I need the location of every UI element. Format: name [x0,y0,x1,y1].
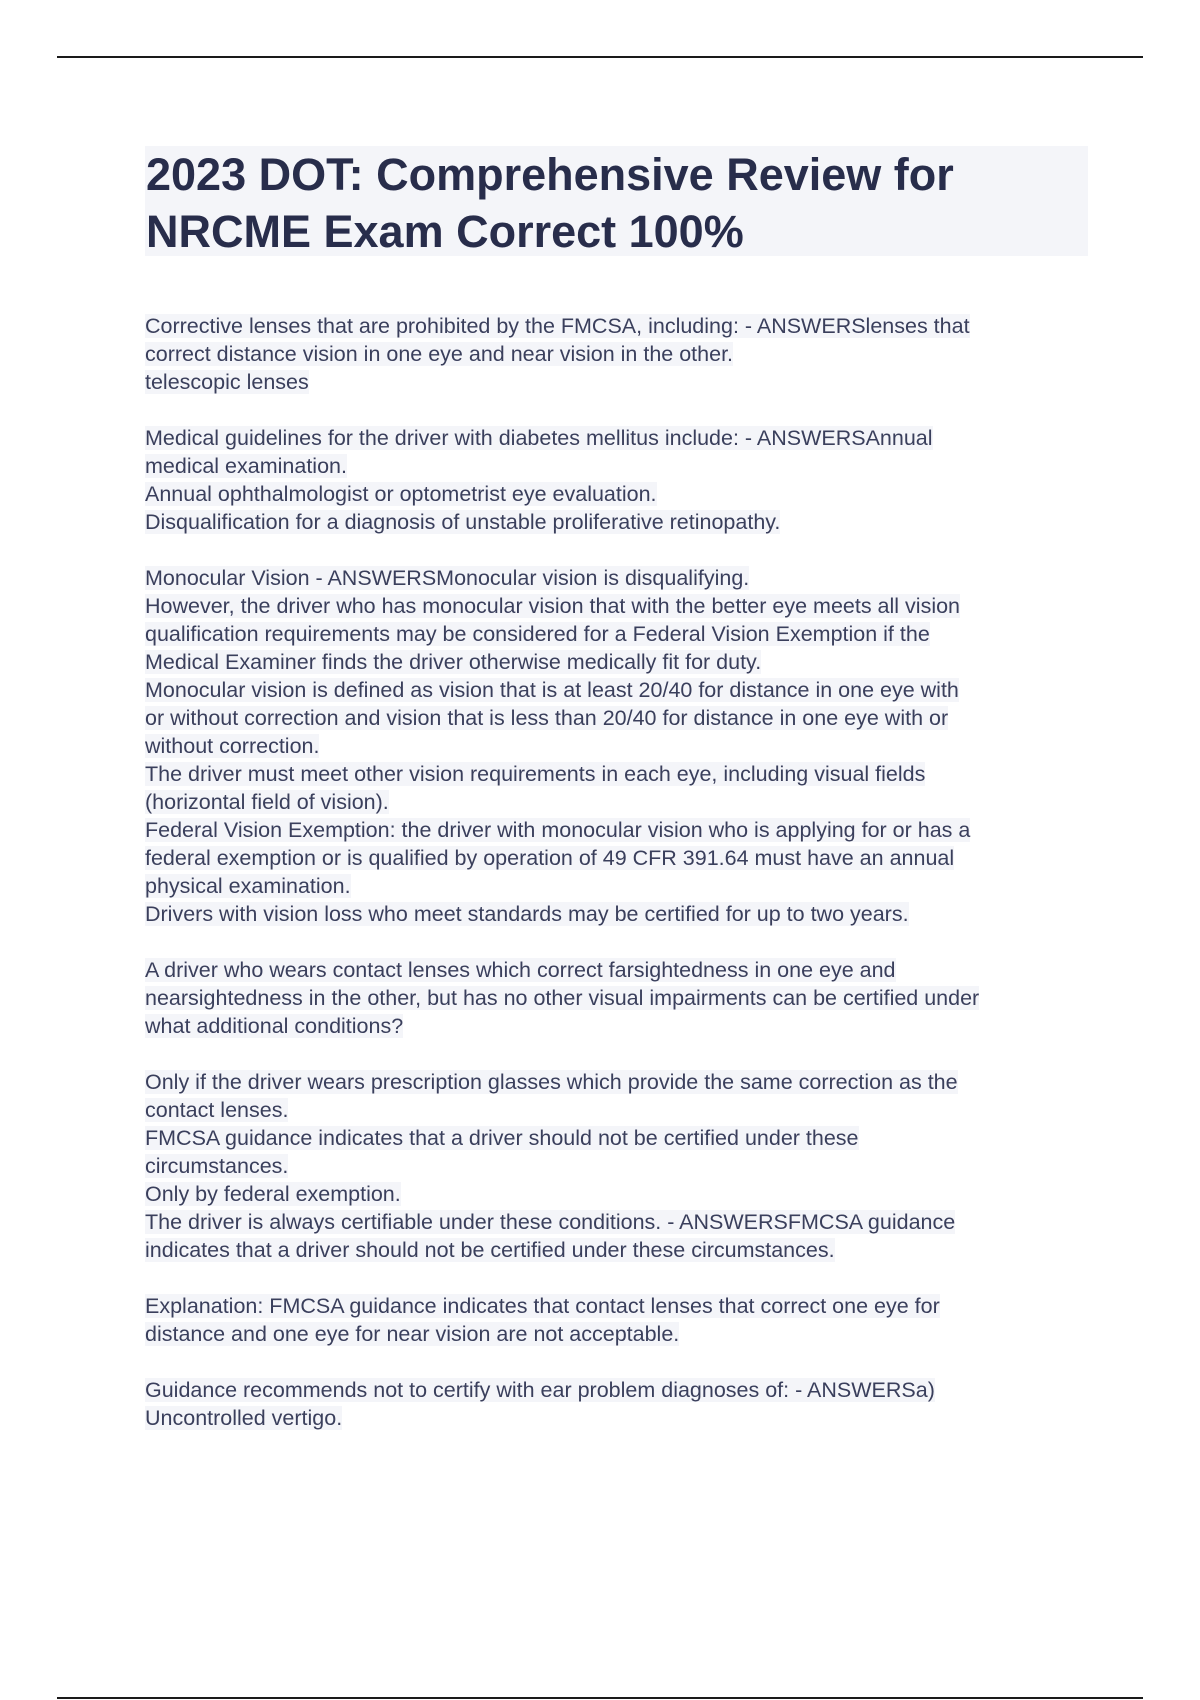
text-line: medical examination. [145,454,347,478]
text-line: Guidance recommends not to certify with ear problem diagnoses of: - ANSWERSa) [145,1378,935,1402]
qa-paragraph [145,1292,1090,1348]
top-rule [57,56,1143,58]
text-line: nearsightedness in the other, but has no other visual impairments can be certified under [145,986,980,1010]
text-line: A driver who wears contact lenses which correct farsightedness in one eye and [145,958,896,982]
text-line: Disqualification for a diagnosis of unstable proliferative retinopathy. [145,510,781,534]
text-line: circumstances. [145,1154,289,1178]
title-line: NRCME Exam Correct 100% [146,206,744,257]
qa-paragraph [145,1068,1090,1264]
title-line: 2023 DOT: Comprehensive Review for [146,149,954,200]
qa-paragraph [145,564,1090,928]
text-line: physical examination. [145,874,351,898]
text-line: without correction. [145,734,320,758]
text-line: Drivers with vision loss who meet standards may be certified for up to two years. [145,902,909,926]
text-line: distance and one eye for near vision are not acceptable. [145,1322,680,1346]
document-body [145,312,1090,1460]
text-line: Explanation: FMCSA guidance indicates that contact lenses that correct one eye for [145,1294,940,1318]
text-line: Monocular Vision - ANSWERSMonocular vision is disqualifying. [145,566,750,590]
text-line: However, the driver who has monocular vision that with the better eye meets all vision [145,594,961,618]
text-line: correct distance vision in one eye and near vision in the other. [145,342,734,366]
text-line: (horizontal field of vision). [145,790,389,814]
text-line: Only if the driver wears prescription glasses which provide the same correction as the [145,1070,958,1094]
qa-paragraph [145,424,1090,536]
text-line: The driver must meet other vision requirements in each eye, including visual fields [145,762,926,786]
title-block [145,146,1088,256]
text-line: qualification requirements may be considered for a Federal Vision Exemption if the [145,622,930,646]
text-line: The driver is always certifiable under these conditions. - ANSWERSFMCSA guidance [145,1210,956,1234]
text-line: Federal Vision Exemption: the driver with monocular vision who is applying for or has a [145,818,971,842]
text-line: FMCSA guidance indicates that a driver should not be certified under these [145,1126,859,1150]
text-line: telescopic lenses [145,370,309,394]
document-title [145,146,1088,260]
text-line: or without correction and vision that is less than 20/40 for distance in one eye with or [145,706,949,730]
qa-paragraph [145,312,1090,396]
qa-paragraph [145,956,1090,1040]
text-line: Corrective lenses that are prohibited by the FMCSA, including: - ANSWERSlenses that [145,314,970,338]
text-line: Monocular vision is defined as vision that is at least 20/40 for distance in one eye with [145,678,959,702]
bottom-rule [57,1697,1143,1699]
text-line: indicates that a driver should not be certified under these circumstances. [145,1238,835,1262]
qa-paragraph [145,1376,1090,1432]
text-line: Uncontrolled vertigo. [145,1406,343,1430]
text-line: Only by federal exemption. [145,1182,401,1206]
text-line: Medical Examiner finds the driver otherwise medically fit for duty. [145,650,762,674]
text-line: contact lenses. [145,1098,289,1122]
text-line: Annual ophthalmologist or optometrist eye evaluation. [145,482,657,506]
text-line: what additional conditions? [145,1014,404,1038]
text-line: federal exemption or is qualified by operation of 49 CFR 391.64 must have an annual [145,846,955,870]
text-line: Medical guidelines for the driver with diabetes mellitus include: - ANSWERSAnnual [145,426,933,450]
